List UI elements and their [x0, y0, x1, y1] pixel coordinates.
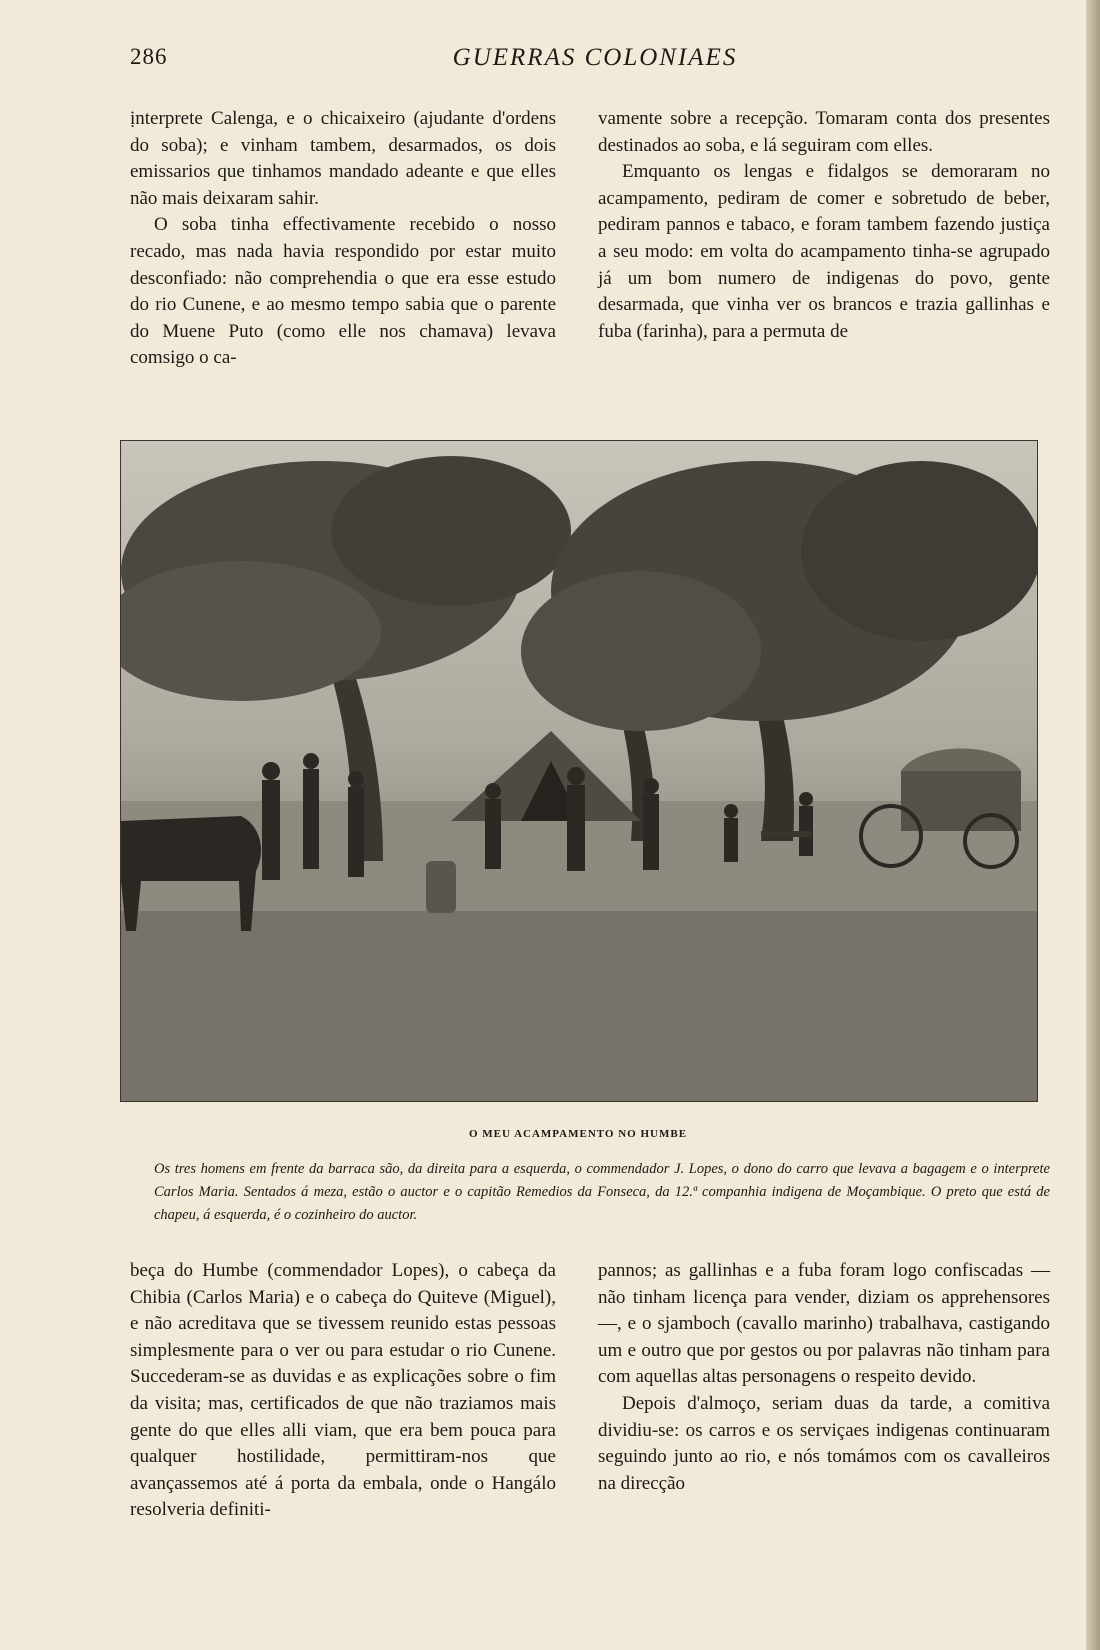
foreground-grass [121, 911, 1037, 1101]
camp-illustration [120, 440, 1038, 1102]
page-number: 286 [130, 44, 168, 69]
paragraph: O soba tinha effectivamente recebido o nosso recado, mas nada havia respondido por estar muito desconfiado: não comprehendia o que era esse estudo do rio Cunene, e ao mesmo tempo sabia que o parente do Muene Puto (como elle nos chamava) levava comsigo o ca- [130, 214, 556, 369]
wagon-cover [901, 749, 1021, 772]
running-title: GUERRAS COLONIAES [452, 44, 738, 71]
right-tree-canopy [801, 461, 1037, 641]
figure-title: O MEU ACAMPAMENTO NO HUMBE [468, 1128, 688, 1140]
paragraph: vamente sobre a recepção. Tomaram conta dos presentes destinados ao soba, e lá seguiram com elles. [598, 108, 1050, 156]
column-top-left [130, 106, 556, 372]
column-top-right [598, 106, 1050, 345]
paragraph: Depois d'almoço, seriam duas da tarde, a comitiva dividiu-se: os carros e os serviçaes indigenas continuaram seguindo junto ao rio, e nós tomámos com os cavalleiros na direcção [598, 1392, 1050, 1494]
paragraph: pannos; as gallinhas e a fuba foram logo confiscadas — não tinham licença para vender, diziam os apprehensores —, e o sjamboch (cavallo marinho) trabalhava, castigando um e outro que por gestos ou por palavras não tinham para com aquellas altas personagens o respeito devido. [598, 1260, 1050, 1388]
page-header [130, 44, 1060, 84]
table [761, 831, 811, 837]
right-tree-canopy [521, 571, 761, 731]
paragraph: ịnterprete Calenga, e o chicaixeiro (ajudante d'ordens do soba); e vinham tambem, desarmados, os dois emissarios que tinhamos mandado adeante e que elles não mais deixaram sahir. [130, 108, 556, 209]
column-bottom-right [598, 1258, 1050, 1497]
page-edge [1086, 0, 1100, 1650]
column-bottom-left [130, 1258, 556, 1524]
camp-scene-drawing [121, 441, 1037, 1101]
paragraph: beça do Humbe (commendador Lopes), o cabeça da Chibia (Carlos Maria) e o cabeça do Quiteve (Miguel), e não acreditava que se tivessem reunido estas pessoas simplesmente para o ver ou para estudar o rio Cunene. Succederam-se as duvidas e as explicações sobre o fim da visita; mas, certificados de que não traziamos mais gente do que elles alli viam, que era bem pouca para qualquer hostilidade, permittiram-nos que avançassemos até á porta da embala, onde o Hangálo resolveria definiti- [130, 1260, 556, 1521]
figure-caption: Os tres homens em frente da barraca são, da direita para a esquerda, o commendador J. Lopes, o dono do carro que levava a bagagem e o interprete Carlos Maria. Sentados á meza, estão o auctor e o capitão Remedios da Fonseca, da 12.ª companhia indigena de Moçambique. O preto que está de chapeu, á esquerda, é o cozinheiro do auctor. [154, 1161, 1050, 1223]
barrel [426, 861, 456, 913]
paragraph: Emquanto os lengas e fidalgos se demoraram no acampamento, pediram de comer e sobretudo de beber, pediram pannos e tabaco, e foram tambem fazendo justiça a seu modo: em volta do acampamento tinha-se agrupado já um bom numero de indigenas do povo, gente desarmada, que vinha ver os brancos e trazia gallinhas e fuba (farinha), para a permuta de [598, 161, 1050, 342]
left-tree-canopy [331, 456, 571, 606]
